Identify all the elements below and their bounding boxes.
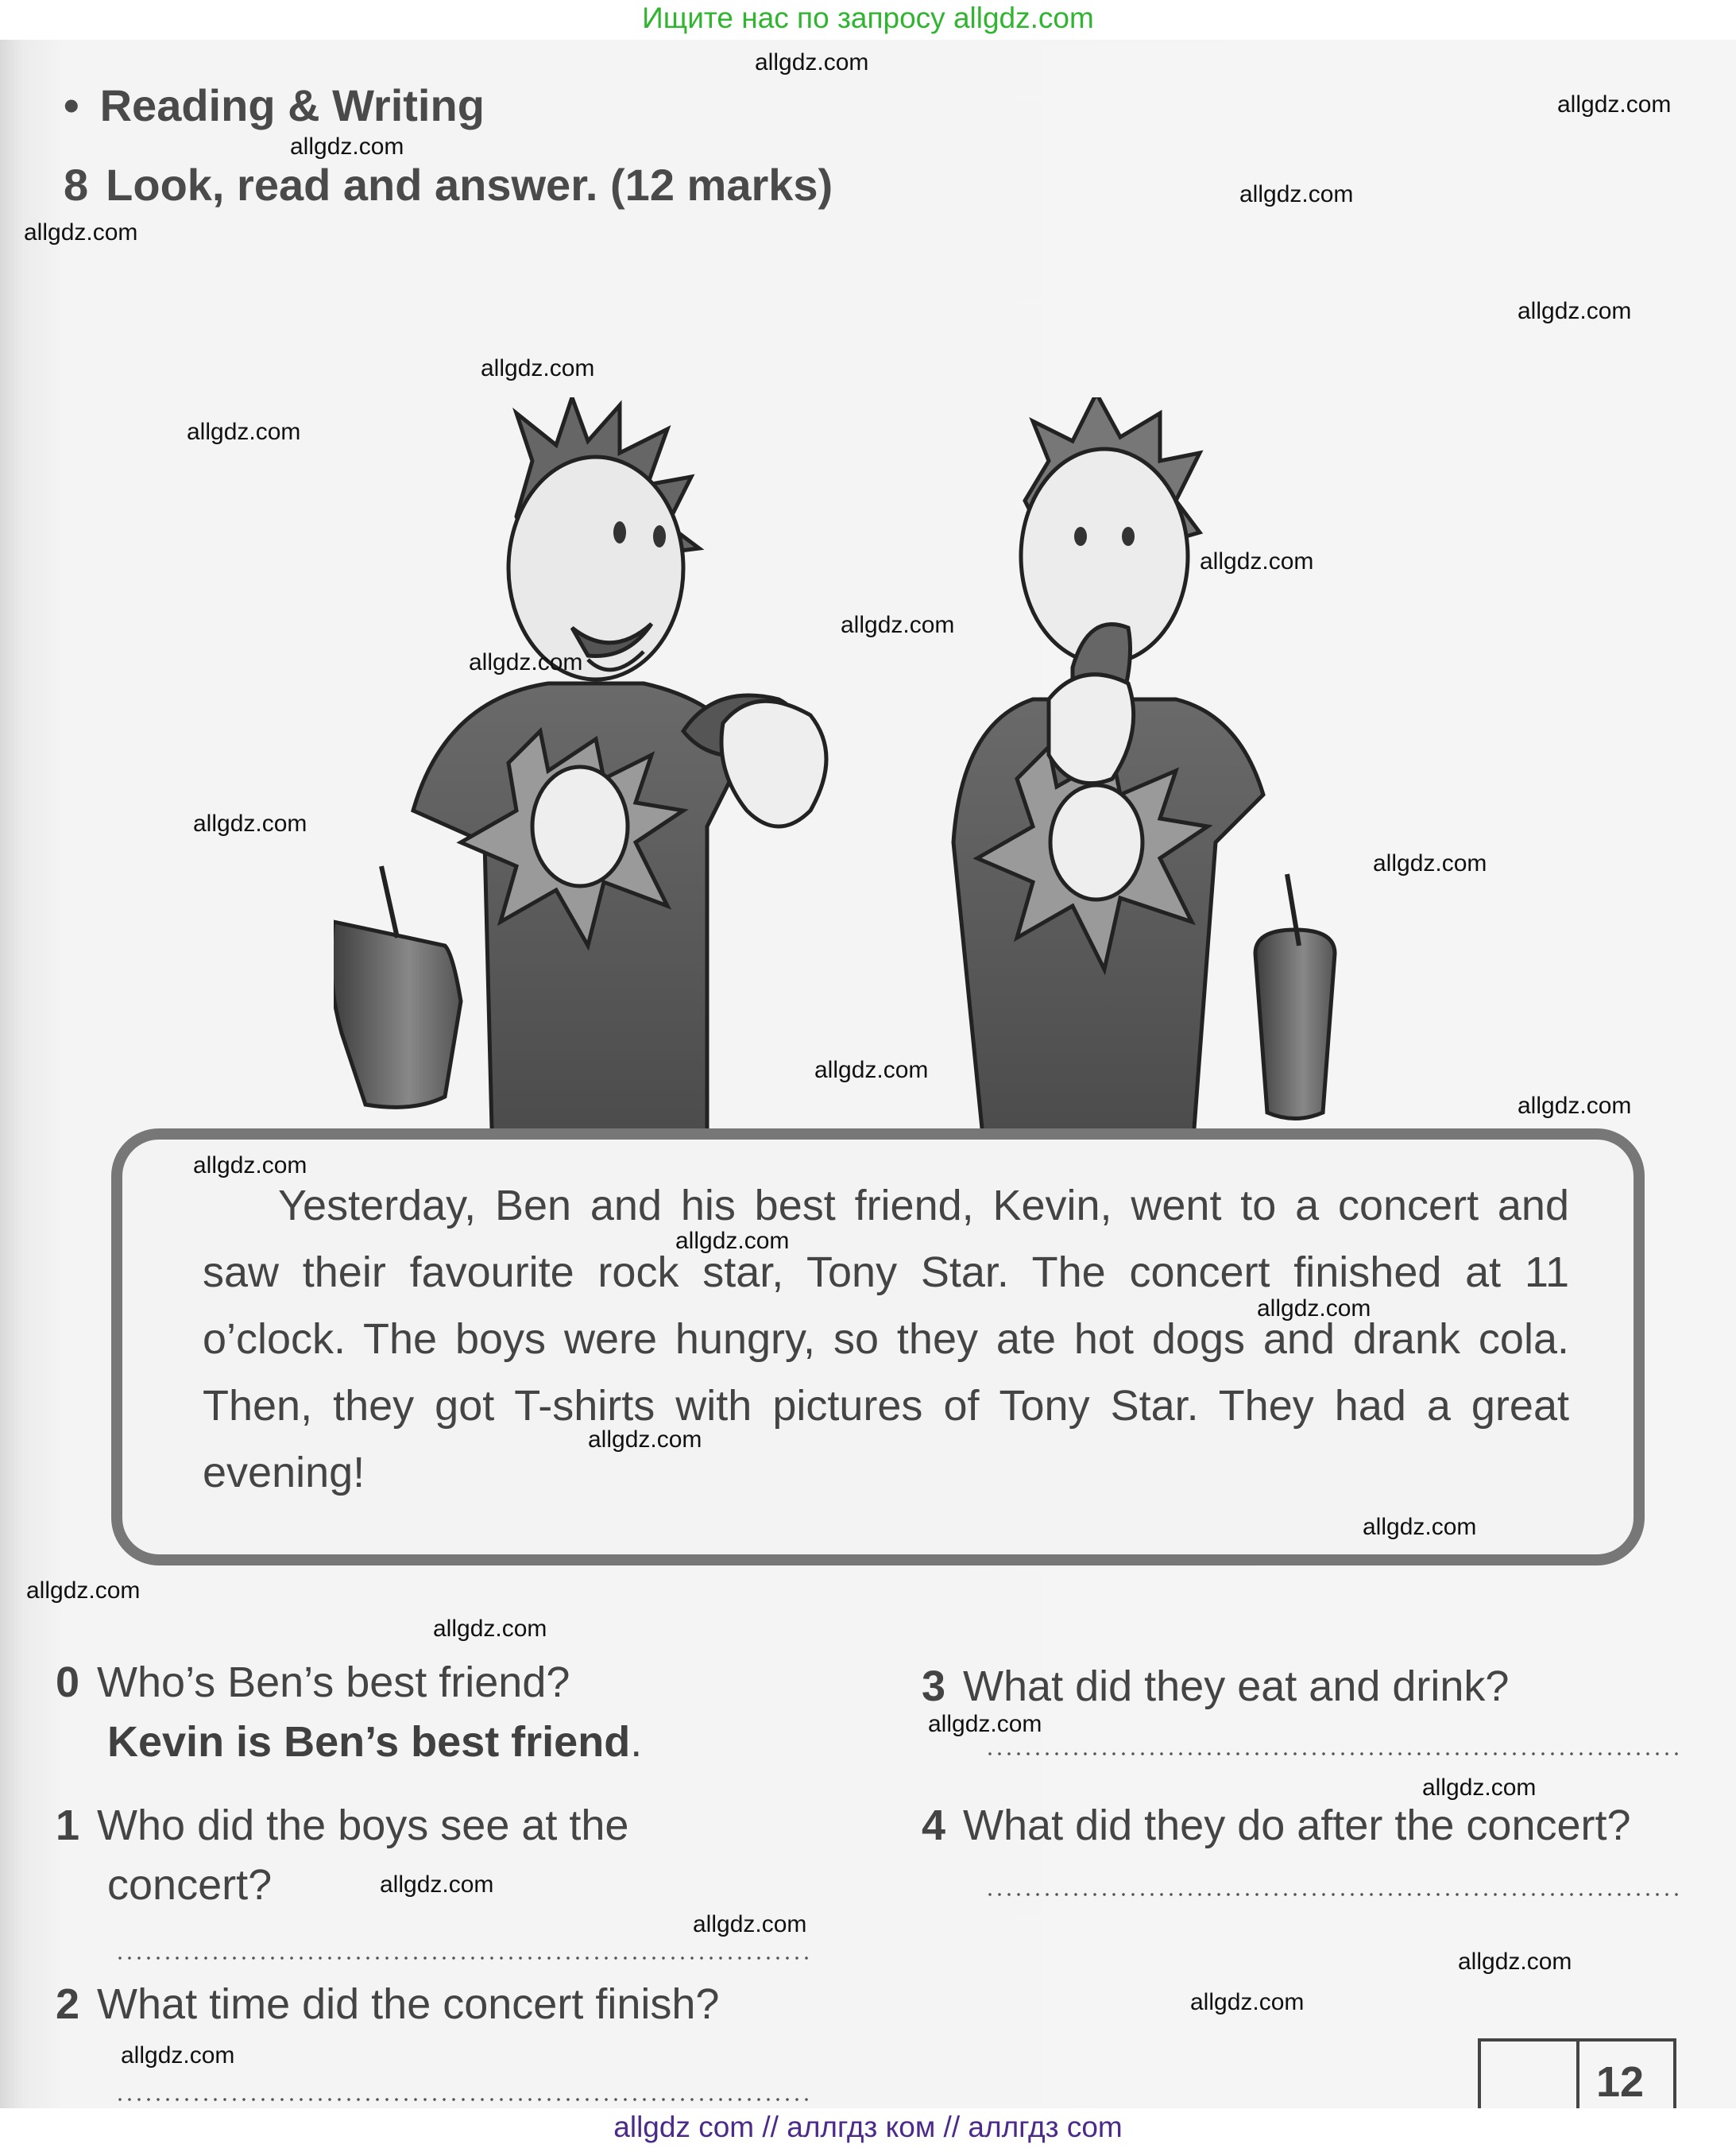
question-number: 0	[56, 1658, 80, 1706]
story-text: Yesterday, Ben and his best friend, Kevin, went to a concert and saw their favourite rock star, Tony Star. The concert finished at 11 o’clock. The boys were hungry, so they ate hot dogs and drank cola. Then, they got T-shirts with pictures of Tony Star. They had a great evening!	[203, 1182, 1569, 1496]
watermark: allgdz.com	[588, 1426, 702, 1453]
question-text: What time did the concert finish?	[97, 1980, 720, 2028]
answer-text: Kevin is Ben’s best friend	[107, 1718, 631, 1766]
watermark: allgdz.com	[1518, 298, 1632, 324]
question-text: What did they do after the concert?	[963, 1802, 1631, 1849]
task-title: 8 Look, read and answer. (12 marks)	[64, 160, 833, 210]
question-1	[56, 1796, 628, 1855]
question-0-answer	[107, 1713, 642, 1771]
question-text: Who’s Ben’s best friend?	[97, 1658, 570, 1706]
score-box	[1478, 2038, 1676, 2110]
answer-line-4[interactable]	[985, 1893, 1684, 1896]
question-0	[56, 1653, 570, 1712]
watermark: allgdz.com	[1257, 1295, 1371, 1322]
two-boys-illustration	[334, 397, 1430, 1152]
question-text-line1: Who did the boys see at the	[97, 1802, 629, 1849]
question-number: 3	[922, 1662, 946, 1710]
watermark: allgdz.com	[380, 1871, 494, 1898]
watermark: allgdz.com	[433, 1616, 547, 1642]
watermark: allgdz.com	[1557, 91, 1672, 118]
question-2	[56, 1975, 719, 2034]
watermark: allgdz.com	[1458, 1949, 1572, 1975]
question-3	[922, 1657, 1509, 1716]
watermark: allgdz.com	[675, 1228, 790, 1254]
question-text: What did they eat and drink?	[963, 1662, 1510, 1710]
watermark: allgdz.com	[814, 1057, 929, 1083]
watermark: allgdz.com	[1190, 1989, 1305, 2015]
question-number: 1	[56, 1802, 80, 1849]
boy-right	[953, 397, 1335, 1152]
watermark: allgdz.com	[841, 612, 955, 638]
watermark: allgdz.com	[121, 2042, 235, 2069]
question-4	[922, 1796, 1631, 1855]
top-banner[interactable]: Ищите нас по запросу allgdz.com	[642, 2, 1094, 34]
boy-left	[334, 397, 826, 1152]
score-divider	[1576, 2042, 1579, 2113]
watermark: allgdz.com	[1239, 181, 1354, 207]
watermark: allgdz.com	[290, 134, 404, 160]
watermark: allgdz.com	[469, 649, 583, 675]
watermark: allgdz.com	[755, 49, 869, 75]
watermark: allgdz.com	[1422, 1775, 1537, 1801]
score-value: 12	[1596, 2058, 1645, 2106]
show-through-mark	[44, 270, 56, 319]
answer-line-1[interactable]	[115, 1956, 814, 1960]
watermark: allgdz.com	[26, 1577, 141, 1604]
watermark: allgdz.com	[193, 811, 307, 837]
watermark: allgdz.com	[693, 1911, 807, 1937]
question-number: 2	[56, 1980, 80, 2028]
answer-end: .	[630, 1718, 643, 1766]
watermark: allgdz.com	[1363, 1514, 1477, 1540]
watermark: allgdz.com	[24, 219, 138, 246]
watermark: allgdz.com	[193, 1152, 307, 1178]
bottom-banner[interactable]: allgdz com // аллгдз ком // аллгдз com	[0, 2108, 1736, 2148]
watermark: allgdz.com	[928, 1711, 1042, 1737]
watermark: allgdz.com	[1200, 548, 1314, 575]
answer-line-2[interactable]	[115, 2098, 814, 2101]
watermark: allgdz.com	[187, 419, 301, 445]
watermark: allgdz.com	[1518, 1093, 1632, 1119]
question-number: 4	[922, 1802, 946, 1849]
watermark: allgdz.com	[1373, 850, 1487, 877]
question-1-line2: concert?	[107, 1861, 273, 1909]
answer-line-3[interactable]	[985, 1752, 1684, 1755]
section-title: • Reading & Writing	[64, 80, 485, 130]
watermark: allgdz.com	[481, 355, 595, 381]
